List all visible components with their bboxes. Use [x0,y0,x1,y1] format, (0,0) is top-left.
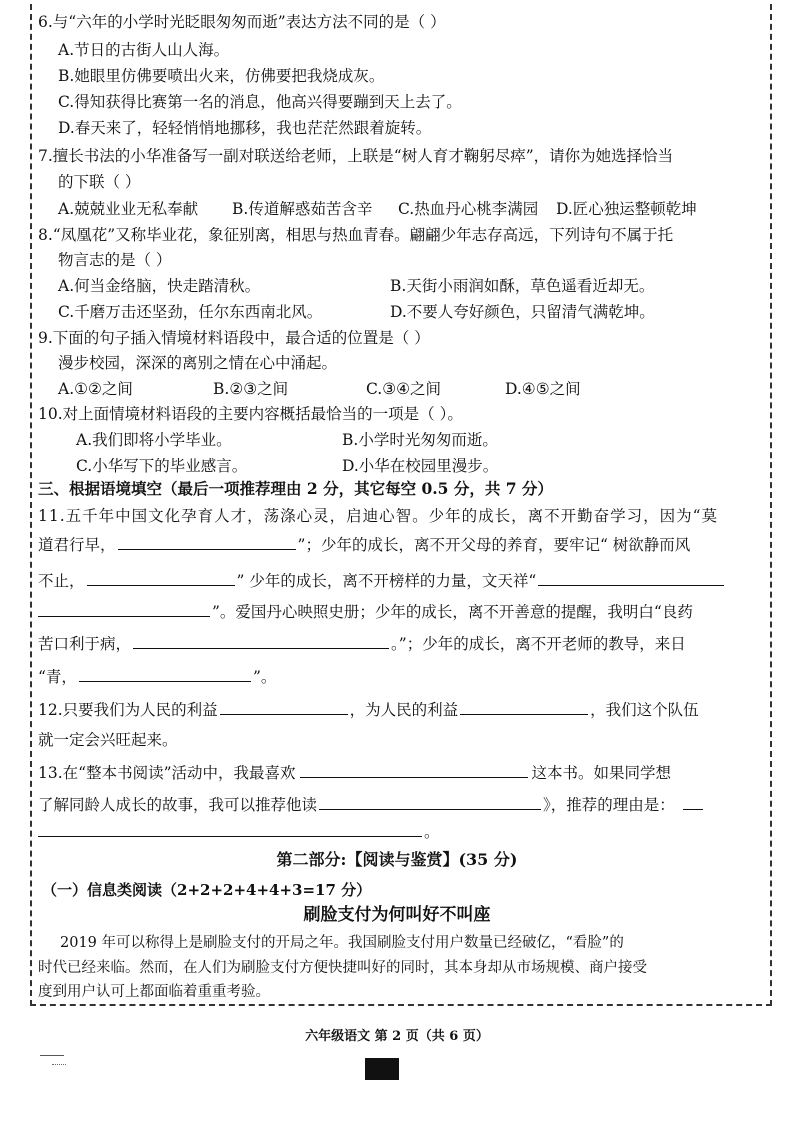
q7-stem-line1: 7.擅长书法的小华准备写一副对联送给老师，上联是“树人育才鞠躬尽瘁”，请你为她选择恰当 [38,147,674,165]
q8-option-b: B.天街小雨润如酥，草色遥看近却无。 [390,277,655,295]
q12-line1 [38,700,699,720]
q9-stem: 9.下面的句子插入情境材料语段中，最合适的位置是（ ） [38,329,430,347]
q13-text-e: 。 [424,823,440,841]
q11-line1: 11.五千年中国文化孕育人才，荡涤心灵，启迪心智。少年的成长，离不开勤奋学习，因为“莫 [38,507,719,525]
q6-stem: 6.与“六年的小学时光眨眼匆匆而逝”表达方法不同的是（ ） [38,13,446,31]
q9-sentence: 漫步校园，深深的离别之情在心中涌起。 [58,354,338,372]
q13-line3 [38,822,440,842]
section3-title: 三、根据语境填空（最后一项推荐理由 2 分，其它每空 0.5 分，共 7 分） [38,479,553,498]
article-paragraph-line2: 时代已经来临。然而，在人们为刷脸支付方便快捷叫好的同时，其本身却从市场规模、商户接受 [38,960,647,976]
scan-smudge-2 [52,1064,66,1069]
q11-blank-2[interactable] [87,571,235,586]
q12-text-c: ，我们这个队伍 [590,701,699,719]
q11-line5-text-b: 。”；少年的成长，离不开老师的教导，来日 [391,635,686,653]
q11-line3-text-b: ” 少年的成长，离不开榜样的力量，文天祥“ [236,572,537,590]
part2-title: 第二部分:【阅读与鉴赏】(35 分) [276,850,518,869]
q7-option-c: C.热血丹心桃李满园 [398,200,539,218]
q13-text-b: 这本书。如果同学想 [531,764,672,782]
q11-blank-3[interactable] [538,571,724,586]
q6-option-d: D.春天来了，轻轻悄悄地挪移，我也茫茫然跟着旋转。 [58,119,432,137]
q7-stem-line2: 的下联（ ） [58,173,141,191]
q7-option-a: A.兢兢业业无私奉献 [58,200,199,218]
q10-option-a: A.我们即将小学毕业。 [76,431,232,449]
q7-option-d: D.匠心独运整顿乾坤 [556,200,697,218]
article-paragraph-line3: 度到用户认可上都面临着重重考验。 [38,984,270,1000]
q11-line3-text-a: 不止， [38,572,85,590]
q11-line2-text-a: 道君行早， [38,536,116,554]
q13-text-a: 13.在“整本书阅读”活动中，我最喜欢 [38,764,296,782]
q11-line6-text-a: “青， [38,668,77,686]
q7-option-b: B.传道解惑茹苦含辛 [232,200,373,218]
q10-option-b: B.小学时光匆匆而逝。 [342,431,498,449]
q11-line5 [38,634,686,654]
q10-option-c: C.小华写下的毕业感言。 [76,457,248,475]
q10-option-d: D.小华在校园里漫步。 [342,457,499,475]
q12-text-b: ，为人民的利益 [349,701,459,719]
article-title: 刷脸支付为何叫好不叫座 [303,905,491,925]
q13-line1 [38,763,671,783]
q6-option-c: C.得知获得比赛第一名的消息，他高兴得要蹦到天上去了。 [58,93,462,111]
q11-line3 [38,571,724,591]
q11-line6 [38,667,276,687]
q8-stem-line2: 物言志的是（ ） [58,251,172,269]
q9-option-b: B.②③之间 [213,380,289,398]
q11-line5-text-a: 苦口利于病， [38,635,132,653]
article-paragraph-line1: 2019 年可以称得上是刷脸支付的开局之年。我国刷脸支付用户数量已经破亿，“看脸”的 [60,935,624,951]
q11-blank-1[interactable] [118,535,296,550]
q11-line4-text: ”。爱国丹心映照史册；少年的成长，离不开善意的提醒，我明白“良药 [212,603,693,621]
q8-option-d: D.不要人夸好颜色，只留清气满乾坤。 [390,303,655,321]
q8-option-c: C.千磨万击还坚劲，任尔东西南北风。 [58,303,323,321]
q8-option-a: A.何当金络脑，快走踏清秋。 [58,277,261,295]
q11-blank-4[interactable] [38,602,210,617]
q11-line4 [38,602,693,622]
q12-blank-2[interactable] [460,700,588,715]
q13-text-d: 》，推荐的理由是： [543,796,675,814]
q13-line2 [38,795,703,815]
q11-blank-5[interactable] [133,634,389,649]
q11-line2 [38,535,690,555]
q13-blank-3[interactable] [683,795,703,810]
q12-blank-1[interactable] [220,700,348,715]
part2-subtitle: （一）信息类阅读（2+2+2+4+4+3=17 分） [42,881,372,899]
q12-text-a: 12.只要我们为人民的利益 [38,701,218,719]
q11-line2-text-b: ”；少年的成长，离不开父母的养育，要牢记“ 树欲静而风 [297,536,691,554]
scan-black-mark [365,1058,399,1080]
q11-line6-text-b: ”。 [252,668,277,686]
q13-text-c: 了解同龄人成长的故事，我可以推荐他读 [38,796,318,814]
q13-blank-1[interactable] [300,763,528,778]
q6-option-a: A.节日的古街人山人海。 [58,41,230,59]
q11-blank-6[interactable] [79,667,251,682]
q9-option-a: A.①②之间 [58,380,133,398]
q10-stem: 10.对上面情境材料语段的主要内容概括最恰当的一项是（ ）。 [38,405,463,423]
page-footer: 六年级语文 第 2 页（共 6 页） [305,1029,489,1044]
q6-option-b: B.她眼里仿佛要喷出火来，仿佛要把我烧成灰。 [58,67,385,85]
q13-blank-2[interactable] [319,795,541,810]
q13-blank-4[interactable] [38,822,422,837]
q9-option-d: D.④⑤之间 [505,380,581,398]
q9-option-c: C.③④之间 [366,380,442,398]
q8-stem-line1: 8.“凤凰花”又称毕业花，象征别离，相思与热血青春。翩翩少年志存高远，下列诗句不属于托 [38,226,674,244]
q12-line2: 就一定会兴旺起来。 [38,731,178,749]
